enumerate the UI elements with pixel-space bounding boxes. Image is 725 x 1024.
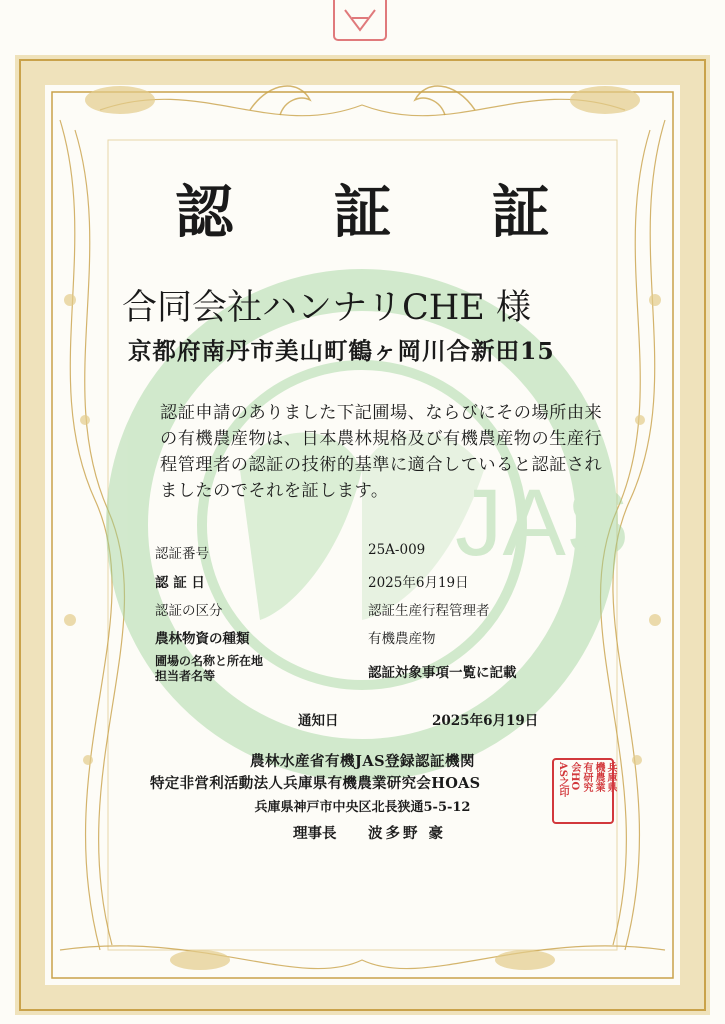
organization-seal [552,758,614,824]
notice-date-value: 2025年6月19日 [432,713,539,729]
issuer-organization: 特定非営利活動法人兵庫県有機農業研究会HOAS [150,775,481,792]
certification-statement: 認証申請のありました下記圃場、ならびにその場所由来の有機農産物は、日本農林規格及び有機農産物の生産行程管理者の認証の技術的基準に適合していると認証されましたのでそれを証します。 [160,403,603,501]
seal-text-3: 有研究 [581,762,592,792]
issuer-registration: 農林水産省有機JAS登録認証機関 [249,753,476,770]
chair-title: 理事長 [293,825,337,842]
field-value-cert-category: 認証生産行程管理者 [368,603,490,619]
seal-text-1: 兵庫県 [605,762,616,792]
issuer-address: 兵庫県神戸市中央区北長狭通5-5-12 [254,800,471,815]
notice-date-label: 通知日 [298,713,339,729]
seal-text-5: AS之印 [557,762,568,797]
field-label-cert-date: 認 証 日 [155,575,205,591]
top-seal-icon [330,0,390,44]
recipient-address: 京都府南丹市美山町鶴ヶ岡川合新田15 [128,337,555,365]
field-label-farm-location-line2: 担当者名等 [155,669,216,683]
recipient-name: 合同会社ハンナリCHE 様 [122,288,531,328]
field-label-farm-location-line1: 圃場の名称と所在地 [155,654,264,668]
field-value-product-type: 有機農産物 [368,631,436,647]
field-label-cert-number: 認証番号 [155,546,209,562]
field-value-cert-number: 25A-009 [368,542,426,558]
field-label-product-type: 農林物資の種類 [155,631,250,647]
chair-name: 波多野 豪 [368,825,447,842]
seal-text-4: 会HO [569,762,580,791]
seal-text-2: 機農業 [593,762,604,792]
field-label-farm-location [155,654,263,684]
certificate-title: 認 証 証 [175,178,590,246]
field-value-farm-location: 認証対象事項一覧に記載 [368,665,517,681]
jas-text: JAS [455,470,630,576]
field-value-cert-date: 2025年6月19日 [368,575,469,591]
field-label-cert-category: 認証の区分 [155,603,223,619]
